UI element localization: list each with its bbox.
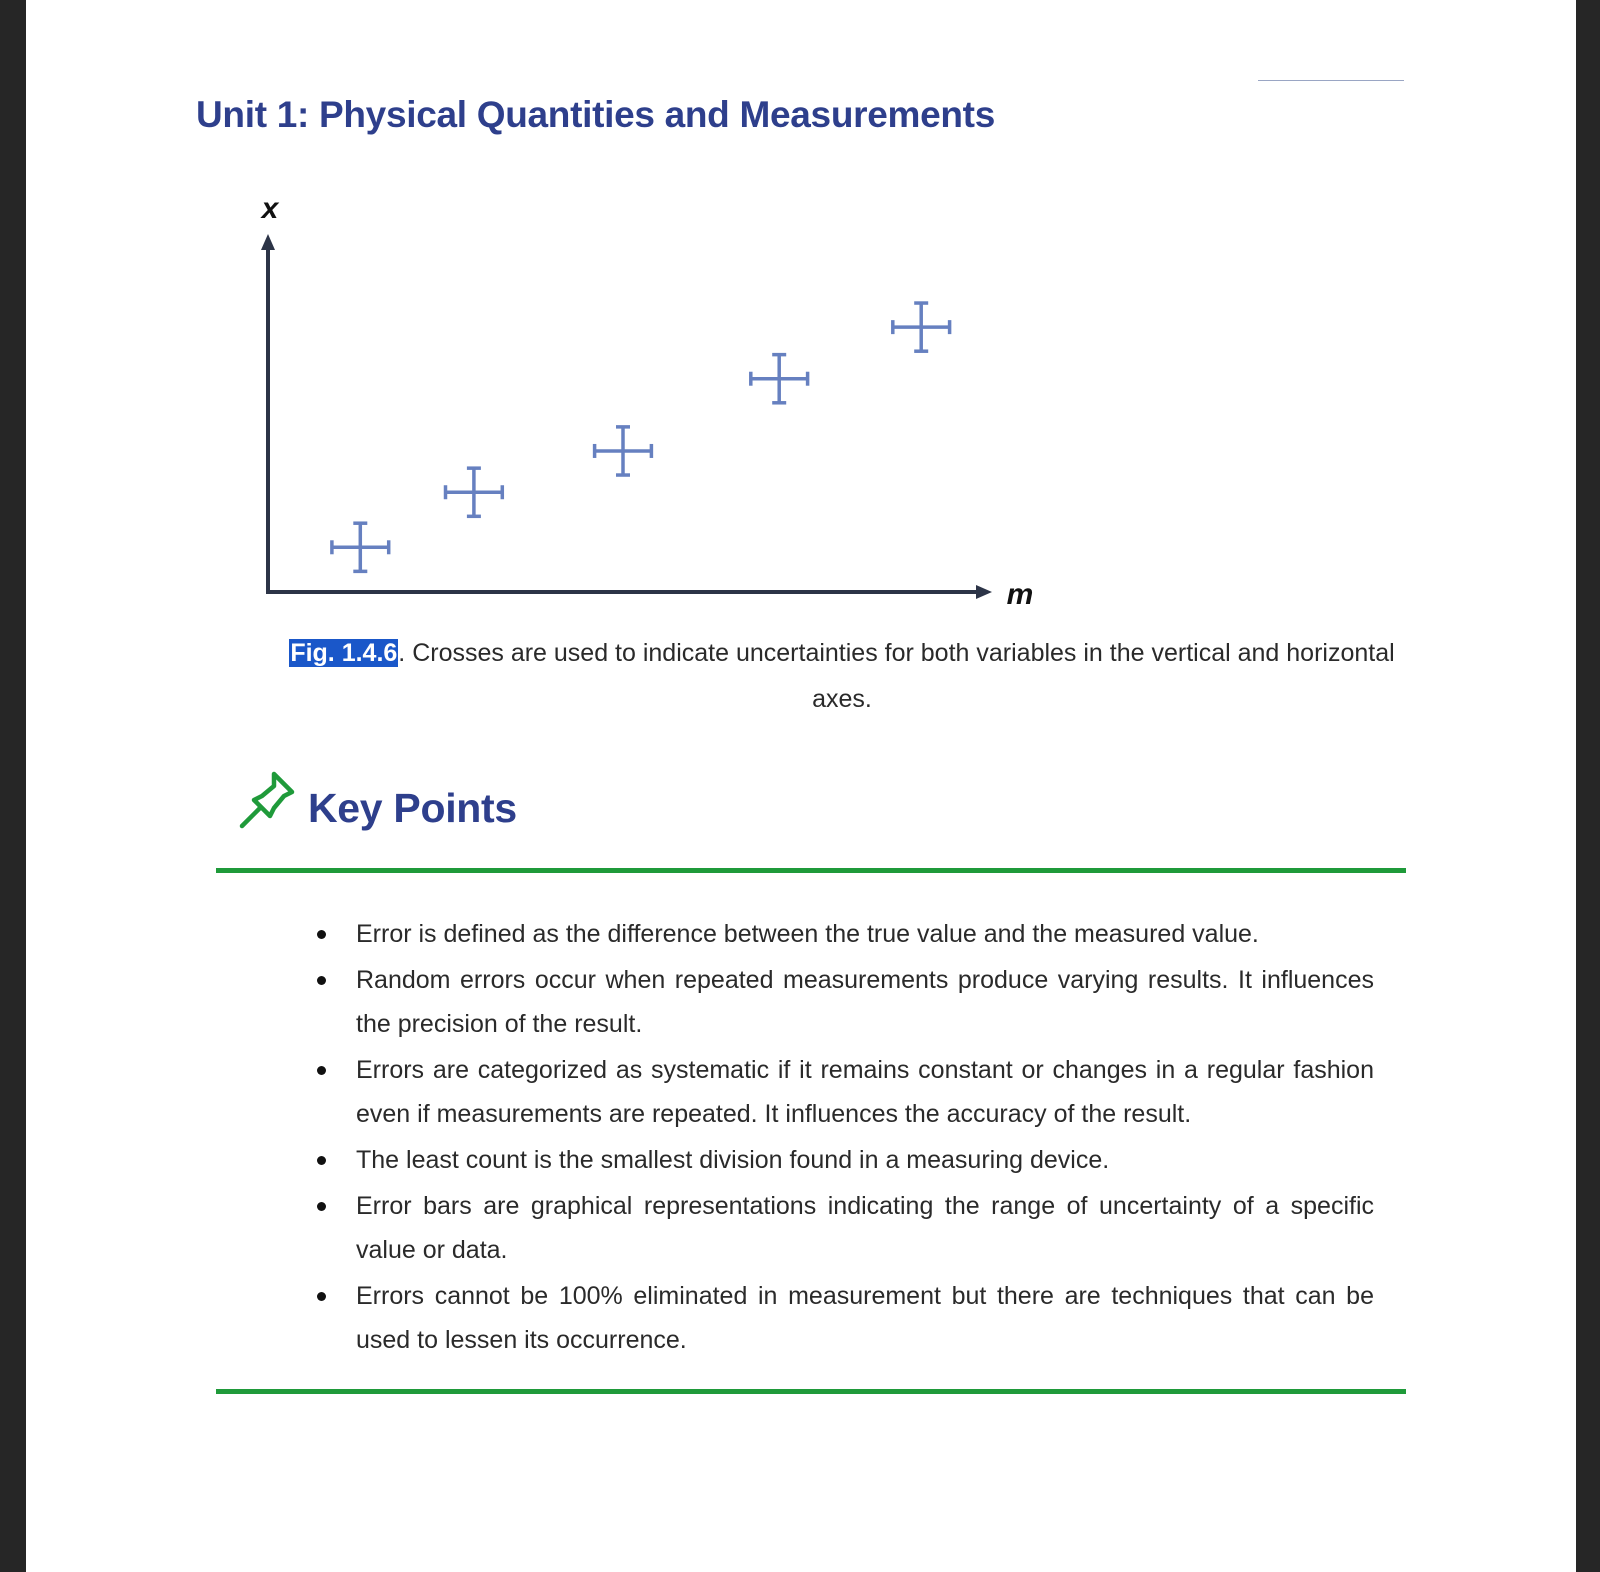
document-page <box>26 0 1576 1572</box>
list-item: Errors are categorized as systematic if it remains constant or changes in a regular fashion even if measurements are repeated. It influences the accuracy of the result. <box>312 1048 1374 1136</box>
header-rule <box>1258 80 1404 81</box>
x-axis-label: m <box>1006 578 1034 611</box>
list-item: Errors cannot be 100% eliminated in measurement but there are techniques that can be used to lessen its occurrence. <box>312 1274 1374 1362</box>
data-point-5 <box>893 303 950 351</box>
key-points-heading <box>236 766 517 832</box>
figure-label: Fig. 1.4.6 <box>290 639 398 667</box>
list-item: Error bars are graphical representations indicating the range of uncertainty of a specific value or data. <box>312 1184 1374 1272</box>
data-point-2 <box>446 468 503 516</box>
key-points-list <box>312 912 1374 1364</box>
figure-caption <box>288 630 1396 722</box>
figure-caption-text: . Crosses are used to indicate uncertainties for both variables in the vertical and horizontal axes. <box>398 639 1395 713</box>
y-axis-label: x <box>261 192 279 225</box>
error-cross-chart <box>26 0 1126 630</box>
pushpin-icon <box>236 766 298 832</box>
key-points-title: Key Points <box>308 784 517 831</box>
unit-title: Unit 1: Physical Quantities and Measurements <box>196 94 995 135</box>
data-points <box>332 303 950 571</box>
data-point-4 <box>751 355 808 403</box>
data-point-1 <box>332 523 389 571</box>
y-axis-arrowhead <box>261 234 275 250</box>
list-item: Error is defined as the difference between the true value and the measured value. <box>312 912 1374 956</box>
x-axis-arrowhead <box>976 585 992 599</box>
list-item: The least count is the smallest division found in a measuring device. <box>312 1138 1374 1182</box>
data-point-3 <box>595 427 652 475</box>
list-item: Random errors occur when repeated measurements produce varying results. It influences the precision of the result. <box>312 958 1374 1046</box>
key-points-bottom-rule <box>216 1389 1406 1394</box>
key-points-top-rule <box>216 868 1406 873</box>
